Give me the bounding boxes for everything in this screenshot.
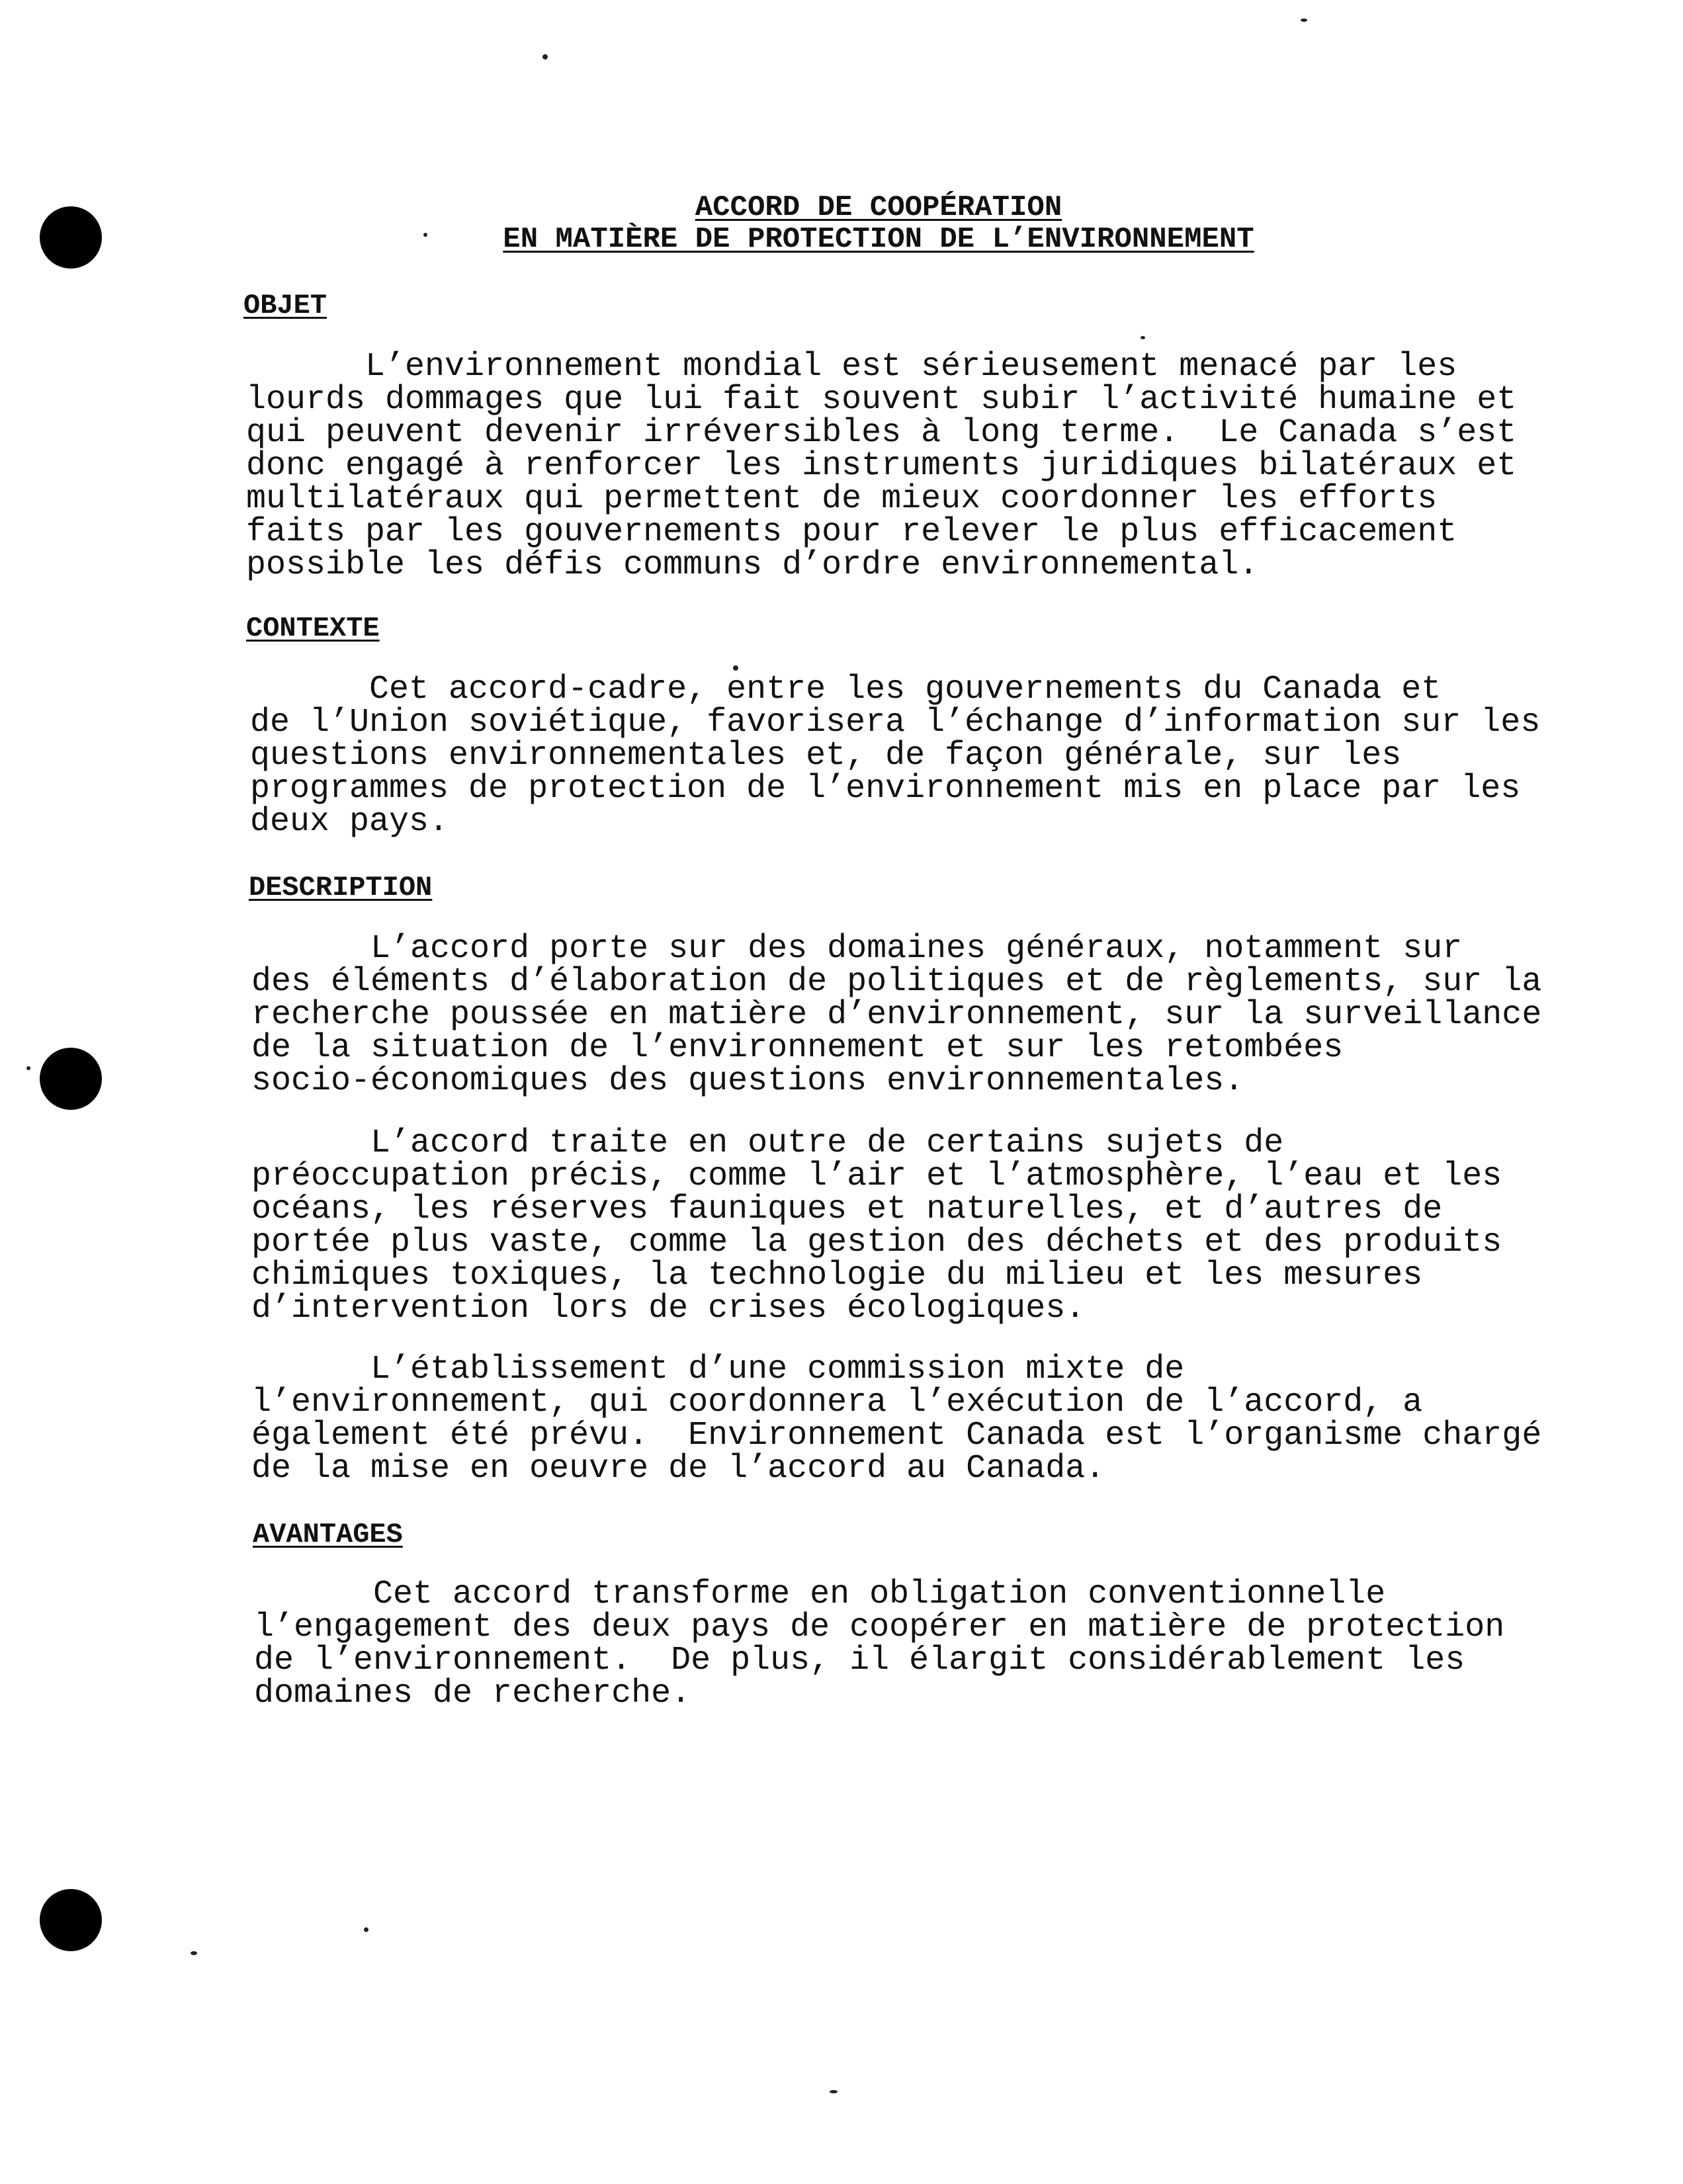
section-heading-objet: OBJET xyxy=(243,290,327,321)
scan-speck xyxy=(26,1066,30,1070)
section-paragraph: Cet accord transforme en obligation conventionnelle l’engagement des deux pays de coopérer en matière de protection de l’environnement. De plus, il élargit considérablement les domaines de recherche. xyxy=(254,1575,1505,1712)
punch-hole xyxy=(40,1048,102,1110)
section-paragraph: Cet accord-cadre, entre les gouvernements du Canada et de l’Union soviétique, favorisera l’échange d’information sur les questions environnementales et, de façon générale, sur les programmes de protection de l’environnement mis en place par les deux pays. xyxy=(250,671,1541,841)
section-paragraph: L’accord traite en outre de certains sujets de préoccupation précis, comme l’air et l’atmosphère, l’eau et les océans, les réserves fauniques et naturelles, et d’autres de portée plus vaste, comme la gestion des déchets et des produits chimiques toxiques, la technologie du milieu et les mesures d’intervention lors de crises écologiques. xyxy=(251,1124,1502,1327)
scan-speck xyxy=(191,1951,197,1955)
section-heading-contexte: CONTEXTE xyxy=(246,612,380,644)
section-heading-avantages: AVANTAGES xyxy=(253,1519,403,1550)
section-heading-description: DESCRIPTION xyxy=(249,872,433,903)
scan-speck xyxy=(1141,336,1145,339)
document-title-line-2: EN MATIÈRE DE PROTECTION DE L’ENVIRONNEMENT xyxy=(503,223,1254,256)
scan-speck xyxy=(733,665,738,671)
scan-speck xyxy=(364,1927,368,1932)
section-paragraph: L’environnement mondial est sérieusement menacé par les lourds dommages que lui fait souvent subir l’activité humaine et qui peuvent devenir irréversibles à long terme. Le Canada s’est donc engagé à renforcer les instruments juridiques bilatéraux et multilatéraux qui permettent de mieux coordonner les efforts faits par les gouvernements pour relever le plus efficacement possible les défis communs d’ordre environnemental. xyxy=(246,348,1517,584)
section-paragraph: L’établissement d’une commission mixte de l’environnement, qui coordonnera l’exécution de l’accord, a également été prévu. Environnement Canada est l’organisme chargé de la mise en oeuvre de l’accord au Canada. xyxy=(251,1351,1542,1488)
scan-speck xyxy=(423,233,427,237)
section-paragraph: L’accord porte sur des domaines généraux, notamment sur des éléments d’élaboration de politiques et de règlements, sur la recherche poussée en matière d’environnement, sur la surveillance de la situation de l’environnement et sur les retombées socio-économiques des questions environnementales. xyxy=(251,930,1542,1100)
punch-hole xyxy=(40,1889,102,1951)
document-title-line-1: ACCORD DE COOPÉRATION xyxy=(695,191,1062,224)
scan-speck xyxy=(830,2090,838,2093)
scan-speck xyxy=(1301,19,1307,22)
scan-speck xyxy=(542,54,548,60)
